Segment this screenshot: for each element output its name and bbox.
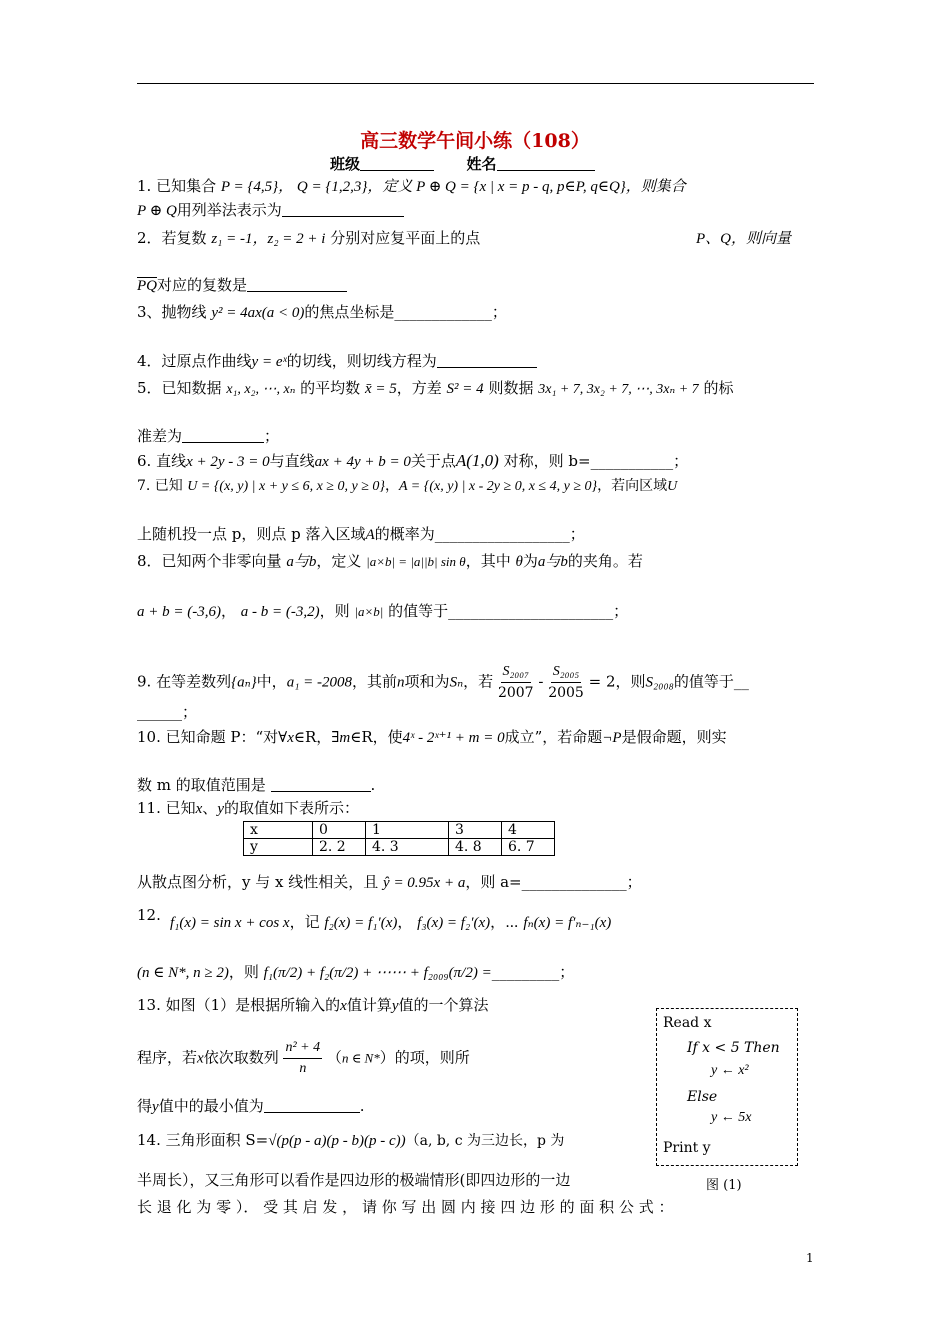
- question-8: 8．已知两个非零向量 a与b，定义 |a×b| = |a||b| sin θ，其中 θ为a与b的夹角。若: [137, 552, 643, 570]
- algo-line-assign-linear: y ← 5x: [711, 1110, 752, 1125]
- question-8-cont: a + b = (-3,6)， a - b = (-3,2)，则 |a×b| 的值等于______________________；: [137, 602, 629, 620]
- fraction-sequence: $\frac{\text{n² + 4}}{n}$: [285, 1040, 321, 1076]
- question-3: 3、抛物线 y² = 4ax(a < 0)的焦点坐标是_____________；: [137, 303, 507, 321]
- question-12: 12.: [137, 906, 161, 924]
- algorithm-box: [656, 1008, 798, 1166]
- class-name-line: [330, 153, 595, 174]
- question-2-cont: $\overline{PQ}$对应的复数是: [137, 275, 347, 296]
- top-rule: [137, 83, 814, 84]
- algo-line-else: Else: [687, 1089, 718, 1105]
- fraction-s2007: $\frac{\text{S₂₀₀₇}}{2007}$: [497, 664, 534, 701]
- question-14-cont: 半周长），又三角形可以看作是四边形的极端情形(即四边形的一边: [137, 1171, 571, 1189]
- xy-table: [243, 821, 555, 856]
- question-12-formulas: f₁(x) = sin x + cos x，记 f₂(x) = f₁′(x)， f₃(x) = f₂′(x)，⋯ fₙ(x) = f′ₙ₋₁(x): [170, 913, 612, 931]
- question-1: 1. 已知集合 P = {4,5}， Q = {1,2,3}，定义 P ⊕ Q = {x | x = p - q, p∈P, q∈Q}，则集合: [137, 177, 686, 195]
- page-number: 1: [806, 1251, 814, 1265]
- algo-line-print: Print y: [663, 1140, 711, 1156]
- question-12-cont: (n ∈ N*, n ≥ 2)，则 f₁(π/2) + f₂(π/2) + ⋯⋯ + f₂₀₀₉(π/2) =_________；: [137, 963, 575, 981]
- question-9-cont: ______；: [137, 703, 198, 721]
- table-row: x 0 1 3 4: [244, 822, 555, 839]
- question-2-right: P、Q，则向量: [696, 231, 791, 247]
- name-blank: [497, 154, 595, 171]
- question-7: 7. 已知 U = {(x, y) | x + y ≤ 6, x ≥ 0, y ≥ 0}，A = {(x, y) | x - 2y ≥ 0, x ≤ 4, y ≥ 0}，若向区域U: [137, 478, 678, 494]
- question-13-cont2: 得y值中的最小值为 .: [137, 1097, 365, 1115]
- fraction-s2005: $\frac{\text{S₂₀₀₅}}{2005}$: [548, 664, 584, 701]
- question-7-cont: 上随机投一点 p，则点 p 落入区域A的概率为__________________；: [137, 525, 585, 543]
- algo-line-read: Read x: [663, 1015, 712, 1031]
- question-6: 6. 直线x + 2y - 3 = 0与直线ax + 4y + b = 0关于点A(1,0) 对称，则 b=___________；: [137, 451, 689, 470]
- question-11-cont: 从散点图分析，y 与 x 线性相关，且 ŷ = 0.95x + a，则 a=______________；: [137, 873, 642, 891]
- figure-caption: 图 (1): [706, 1178, 742, 1193]
- table-row: y 2. 2 4. 3 4. 8 6. 7: [244, 839, 555, 856]
- question-10-cont: 数 m 的取值范围是 .: [137, 776, 376, 794]
- question-14-cont2: 长 退 化 为 零 ）． 受 其 启 发 ， 请 你 写 出 圆 内 接 四 边 形 的 面 积 公 式 ：: [137, 1198, 674, 1216]
- question-5: 5．已知数据 x₁, x₂, ⋯, xₙ 的平均数 x̄ = 5，方差 S² = 4 则数据 3x₁ + 7, 3x₂ + 7, ⋯, 3xₙ + 7 的标: [137, 379, 734, 397]
- name-label: 姓名: [466, 155, 497, 173]
- question-13-cont: 程序，若x依次取数列 $\frac{\text{n² + 4}}{n}$ （n ∈ N*）的项，则所: [137, 1038, 470, 1079]
- question-10: 10. 已知命题 P：“对∀x∈R，∃m∈R，使4ˣ - 2ˣ⁺¹ + m = 0成立”，若命题¬P是假命题，则实: [137, 728, 727, 746]
- algo-line-assign-square: y ← x²: [711, 1063, 749, 1078]
- question-11: 11. 已知x、y的取值如下表所示：: [137, 799, 359, 817]
- question-14: 14. 三角形面积 S=√(p(p - a)(p - b)(p - c))（a, b, c 为三边长，p 为: [137, 1131, 565, 1149]
- question-4: 4．过原点作曲线y = eˣ的切线，则切线方程为: [137, 351, 537, 372]
- question-13: 13. 如图（1）是根据所输入的x值计算y值的一个算法: [137, 996, 489, 1014]
- class-blank: [360, 154, 434, 171]
- page-title: 高三数学午间小练（108）: [360, 130, 590, 152]
- question-5-cont: 准差为 ；: [137, 427, 280, 445]
- algo-line-if: If x < 5 Then: [687, 1040, 780, 1056]
- question-1-cont: P ⊕ Q用列举法表示为: [137, 200, 404, 221]
- question-9: 9. 在等差数列{aₙ}中，a₁ = -2008，其前n项和为Sₙ，若 $\frac{\text{S₂₀₀₇}}{2007}$ - $\frac{\text{S₂₀₀₅}}{2005}$ = 2，则S₂₀₀₈的值等于__: [137, 664, 749, 701]
- question-2: 2．若复数 z₁ = -1，z₂ = 2 + i 分别对应复平面上的点: [137, 229, 481, 247]
- class-label: 班级: [330, 155, 361, 173]
